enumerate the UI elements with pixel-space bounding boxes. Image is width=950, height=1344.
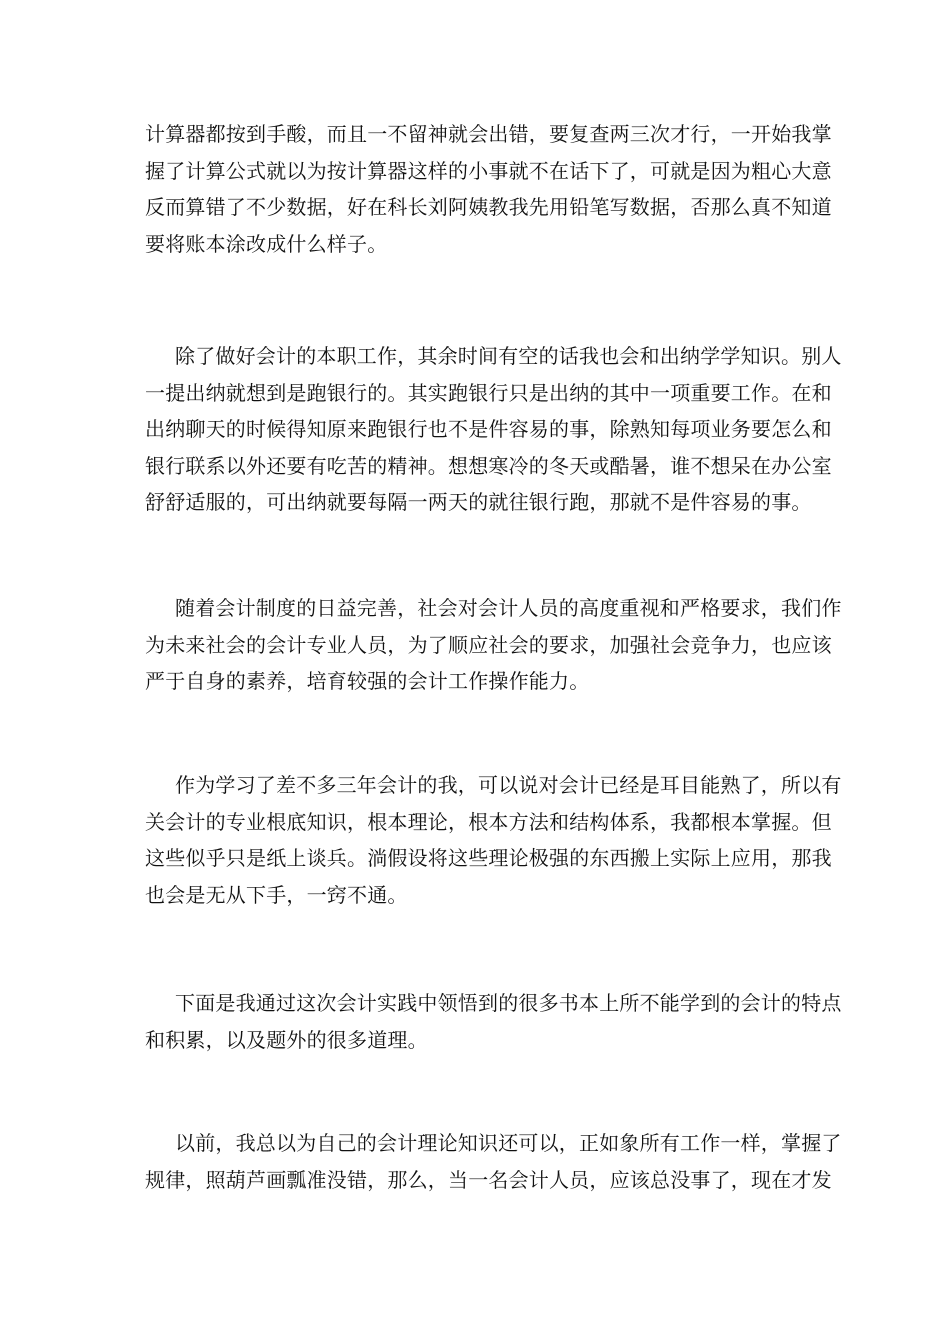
text-line: 要将账本涂改成什么样子。: [145, 231, 388, 256]
text-line: 为未来社会的会计专业人员，为了顺应社会的要求，加强社会竞争力，也应该: [145, 632, 832, 657]
paragraph-2: [145, 338, 842, 521]
text-line: 出纳聊天的时候得知原来跑银行也不是件容易的事，除熟知每项业务要怎么和: [145, 417, 832, 441]
text-line: 随着会计制度的日益完善，社会对会计人员的高度重视和严格要求，我们作: [175, 596, 842, 620]
text-line: 反而算错了不少数据，好在科长刘阿姨教我先用铅笔写数据，否那么真不知道: [145, 195, 832, 219]
text-line: 也会是无从下手，一窍不通。: [145, 882, 408, 907]
text-line: 下面是我通过这次会计实践中领悟到的很多书本上所不能学到的会计的特点: [175, 991, 842, 1015]
text-line: 银行联系以外还要有吃苦的精神。想想寒冷的冬天或酷暑，谁不想呆在办公室: [145, 453, 832, 478]
paragraph-6: [145, 1125, 842, 1198]
paragraph-3: [145, 590, 842, 700]
paragraph-5: [145, 985, 842, 1058]
text-line: 计算器都按到手酸，而且一不留神就会出错，要复查两三次才行，一开始我掌: [145, 122, 832, 146]
text-line: 除了做好会计的本职工作，其余时间有空的话我也会和出纳学学知识。别人: [175, 344, 842, 368]
text-line: 规律，照葫芦画瓢准没错，那么，当一名会计人员，应该总没事了，现在才发: [145, 1167, 832, 1192]
text-line: 这些似乎只是纸上谈兵。淌假设将这些理论极强的东西搬上实际上应用，那我: [145, 846, 832, 870]
paragraph-4: [145, 767, 842, 913]
text-line: 握了计算公式就以为按计算器这样的小事就不在话下了，可就是因为粗心大意: [145, 158, 832, 183]
text-line: 舒舒适服的，可出纳就要每隔一两天的就往银行跑，那就不是件容易的事。: [145, 490, 812, 514]
text-line: 作为学习了差不多三年会计的我，可以说对会计已经是耳目能熟了，所以有: [175, 773, 842, 797]
text-line: 一提出纳就想到是跑银行的。其实跑银行只是出纳的其中一项重要工作。在和: [145, 380, 832, 405]
text-line: 严于自身的素养，培育较强的会计工作操作能力。: [145, 669, 590, 693]
text-line: 和积累，以及题外的很多道理。: [145, 1027, 428, 1052]
text-line: 关会计的专业根底知识，根本理论，根本方法和结构体系，我都根本掌握。但: [145, 809, 832, 834]
text-line: 以前，我总以为自己的会计理论知识还可以，正如象所有工作一样，掌握了: [175, 1131, 842, 1155]
paragraph-1: [145, 116, 832, 262]
